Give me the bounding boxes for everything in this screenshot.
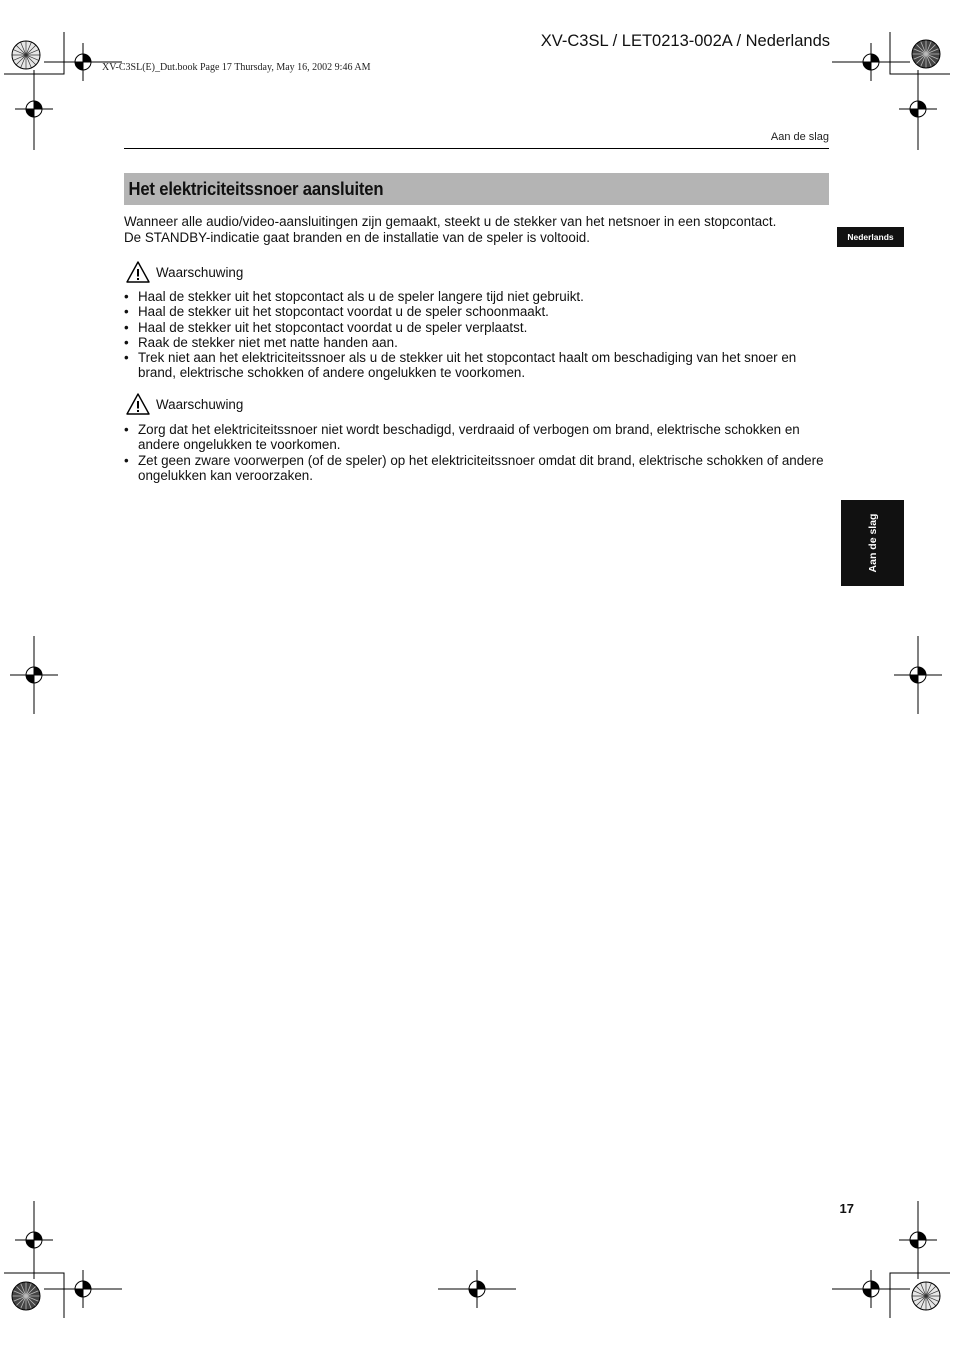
starburst-target-icon <box>912 1282 940 1310</box>
list-item: • Zorg dat het elektriciteitssnoer niet wordt beschadigd, verdraaid of verbogen om brand, elektrische schokken en andere ongelukken te voorkomen. <box>124 422 800 453</box>
book-info-line: XV-C3SL(E)_Dut.book Page 17 Thursday, May 16, 2002 9:46 AM <box>102 62 371 73</box>
list-item: • Haal de stekker uit het stopcontact als u de speler langere tijd niet gebruikt. <box>124 289 584 304</box>
section-title-bar <box>124 173 829 205</box>
language-tab: Nederlands <box>837 227 904 247</box>
header-rule <box>124 148 829 149</box>
section-tab-label: Aan de slag <box>866 513 879 573</box>
list-item: • Haal de stekker uit het stopcontact voordat u de speler verplaatst. <box>124 319 528 335</box>
intro-line: De STANDBY-indicatie gaat branden en de installatie van de speler is voltooid. <box>124 230 590 245</box>
warning-triangle-icon <box>126 392 150 416</box>
warning-label: Waarschuwing <box>156 264 244 280</box>
warning-heading <box>126 259 243 285</box>
warning-heading <box>126 391 243 417</box>
warning-list <box>124 289 836 381</box>
list-item: • Trek niet aan het elektriciteitssnoer als u de stekker uit het stopcontact haalt om beschadiging van het snoer en brand, elektrische schokken of andere ongelukken te voorkomen. <box>124 350 797 381</box>
page-number: 17 <box>839 1201 854 1216</box>
section-tab <box>841 500 904 586</box>
warning-triangle-icon <box>126 260 150 284</box>
starburst-target-icon <box>12 41 40 69</box>
list-item: • Zet geen zware voorwerpen (of de speler) op het elektriciteitssnoer omdat dit brand, elektrische schokken of andere ongelukken kan veroorzaken. <box>124 452 824 483</box>
warning-list <box>124 422 836 483</box>
running-section-label: Aan de slag <box>770 131 829 143</box>
list-item: • Haal de stekker uit het stopcontact voordat u de speler schoonmaakt. <box>124 304 549 320</box>
starburst-target-icon <box>12 1282 40 1310</box>
document-id-header: XV-C3SL / LET0213-002A / Nederlands <box>540 32 830 50</box>
warning-label: Waarschuwing <box>156 396 244 412</box>
list-item: • Raak de stekker niet met natte handen aan. <box>124 334 398 350</box>
intro-line: Wanneer alle audio/video-aansluitingen zijn gemaakt, steekt u de stekker van het netsnoer in een stopcontact. <box>124 214 777 229</box>
starburst-target-icon <box>912 40 940 68</box>
section-title: Het elektriciteitssnoer aansluiten <box>128 178 384 199</box>
intro-paragraph <box>124 214 836 246</box>
